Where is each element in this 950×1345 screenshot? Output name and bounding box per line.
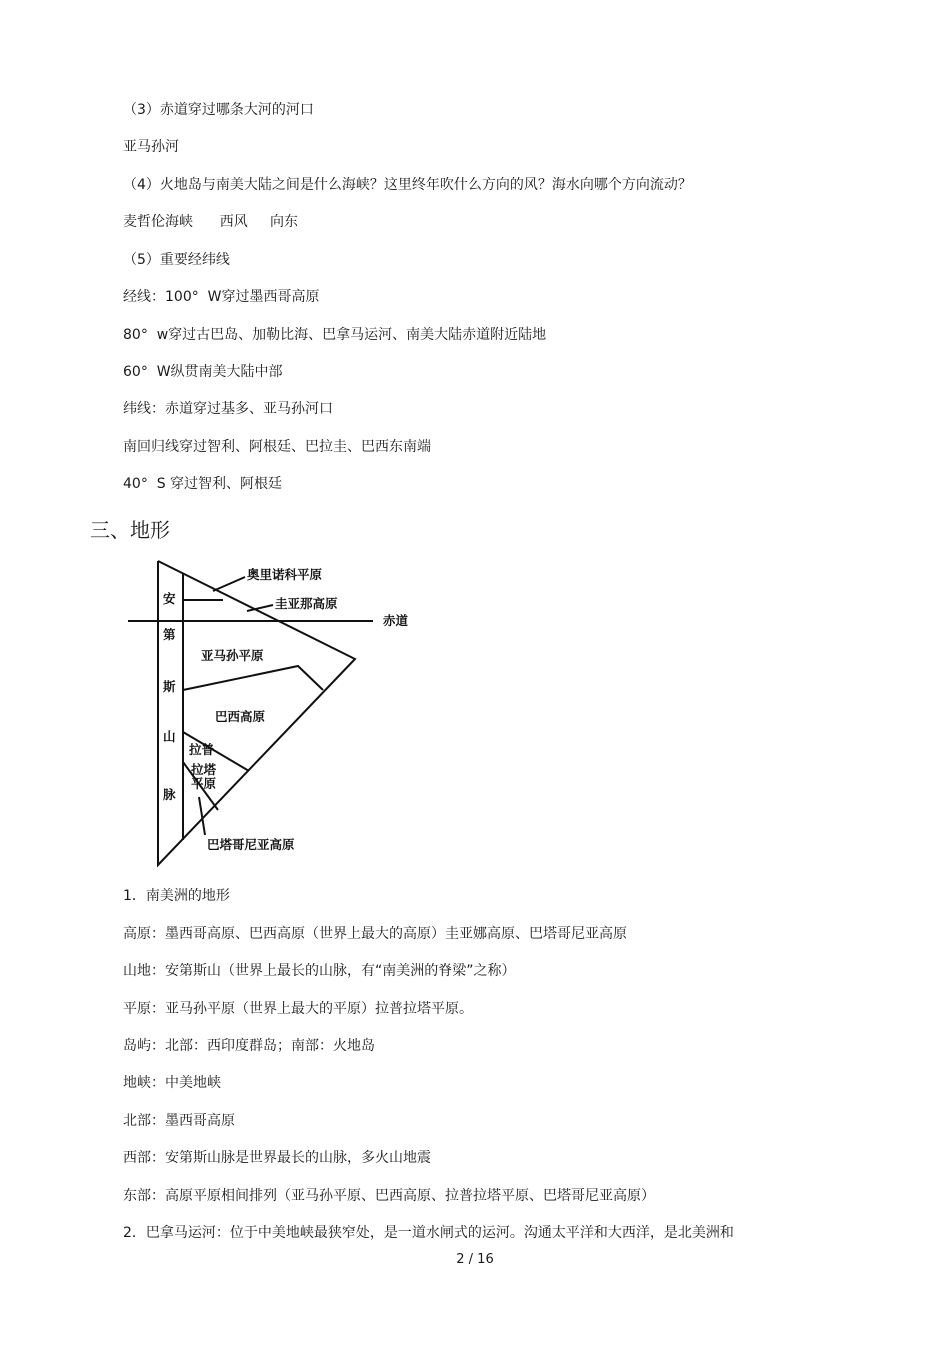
amazon-boundary xyxy=(183,666,323,690)
longitude-60w: 60° W纵贯南美大陆中部 xyxy=(123,364,283,380)
label-andes-3: 斯 xyxy=(163,679,176,694)
section-title-terrain: 三、地形 xyxy=(90,518,170,542)
label-guiana-highlands: 圭亚那高原 xyxy=(275,596,338,611)
longitude-100w: 经线：100° W穿过墨西哥高原 xyxy=(123,289,320,305)
terrain-isthmus: 地峡：中美地峡 xyxy=(123,1075,221,1091)
panama-canal: 2．巴拿马运河：位于中美地峡最狭窄处，是一道水闸式的运河。沟通太平洋和大西洋，是北美洲和 xyxy=(123,1225,734,1241)
terrain-plateaus: 高原：墨西哥高原、巴西高原（世界上最大的高原）圭亚娜高原、巴塔哥尼亚高原 xyxy=(123,926,627,942)
question-3: （3）赤道穿过哪条大河的河口 xyxy=(123,102,314,118)
label-laplata-2: 拉塔 xyxy=(191,762,217,777)
longitude-80w: 80° w穿过古巴岛、加勒比海、巴拿马运河、南美大陆赤道附近陆地 xyxy=(123,327,547,343)
south-america-terrain-diagram xyxy=(125,555,425,870)
label-andes-5: 脉 xyxy=(163,787,176,802)
terrain-islands: 岛屿：北部：西印度群岛；南部：火地岛 xyxy=(123,1038,375,1054)
label-andes-1: 安 xyxy=(163,591,176,606)
terrain-east: 东部：高原平原相间排列（亚马孙平原、巴西高原、拉普拉塔平原、巴塔哥尼亚高原） xyxy=(123,1188,655,1204)
terrain-heading: 1．南美洲的地形 xyxy=(123,888,230,904)
terrain-north: 北部：墨西哥高原 xyxy=(123,1113,235,1129)
latitude-40s: 40° S 穿过智利、阿根廷 xyxy=(123,476,283,492)
label-andes-4: 山 xyxy=(163,729,176,744)
label-equator: 赤道 xyxy=(383,613,409,628)
question-4: （4）火地岛与南美大陆之间是什么海峡？这里终年吹什么方向的风？海水向哪个方向流动？ xyxy=(123,177,692,193)
answer-4: 麦哲伦海峡 西风 向东 xyxy=(123,214,298,230)
page-number: 2 / 16 xyxy=(456,1252,494,1267)
orinoco-leader xyxy=(213,577,245,591)
label-laplata-3: 平原 xyxy=(191,776,217,791)
label-orinoco-plain: 奥里诺科平原 xyxy=(247,567,323,582)
question-5: （5）重要经纬线 xyxy=(123,252,230,268)
terrain-mountains: 山地：安第斯山（世界上最长的山脉，有“南美洲的脊梁”之称） xyxy=(123,963,516,979)
label-andes-2: 第 xyxy=(163,627,176,642)
terrain-west: 西部：安第斯山脉是世界最长的山脉，多火山地震 xyxy=(123,1150,431,1166)
latitude-tropic: 南回归线穿过智利、阿根廷、巴拉圭、巴西东南端 xyxy=(123,439,431,455)
terrain-plains: 平原：亚马孙平原（世界上最大的平原）拉普拉塔平原。 xyxy=(123,1001,473,1017)
label-amazon-plain: 亚马孙平原 xyxy=(201,648,264,663)
latitude-equator: 纬线：赤道穿过基多、亚马孙河口 xyxy=(123,401,333,417)
label-patagonia: 巴塔哥尼亚高原 xyxy=(207,837,295,852)
answer-3: 亚马孙河 xyxy=(123,139,179,155)
label-brazil-highlands: 巴西高原 xyxy=(215,709,266,724)
label-laplata-1: 拉普 xyxy=(189,742,215,757)
